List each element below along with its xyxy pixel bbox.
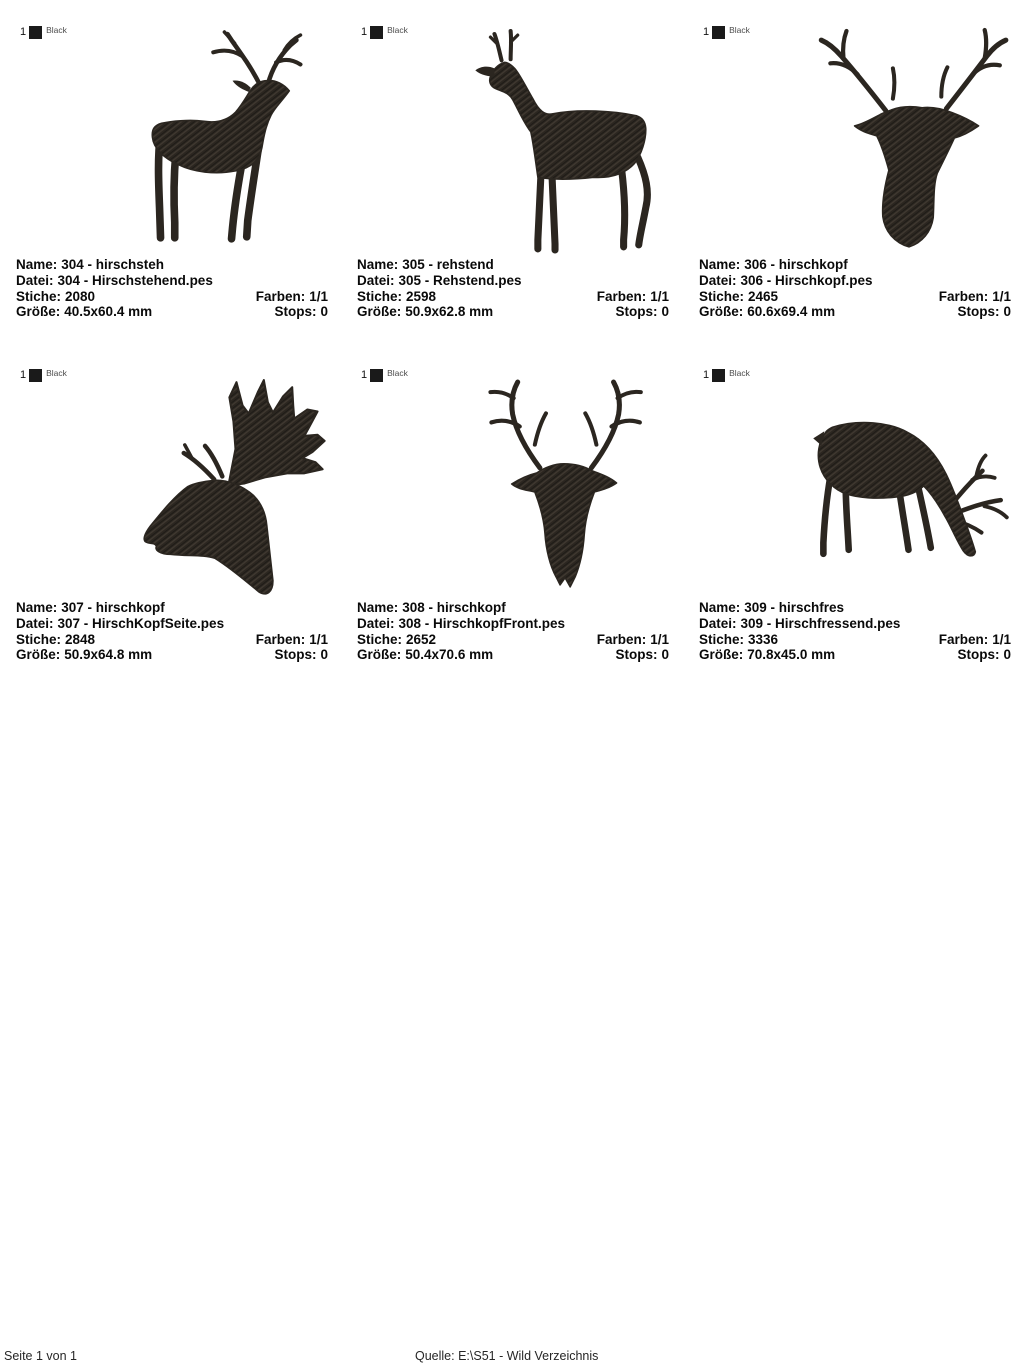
design-card-306 [683, 0, 1024, 343]
design-file: 309 - Hirschfressend.pes [740, 615, 901, 631]
name-label: Name: [16, 257, 58, 272]
thread-color-swatch [712, 369, 725, 382]
size-label: Größe: [699, 647, 744, 663]
design-name: 309 - hirschfres [744, 600, 845, 615]
size-label: Größe: [16, 647, 61, 663]
design-size: 60.6x69.4 mm [747, 304, 836, 320]
thread-color-swatch [370, 26, 383, 39]
colors-label: Farben: [938, 288, 989, 304]
colors-label: Farben: [596, 631, 647, 647]
file-label: Datei: [699, 615, 737, 631]
stops-count: 0 [661, 647, 669, 663]
thread-color-name: Black [46, 368, 67, 378]
color-count: 1/1 [992, 288, 1011, 304]
design-file: 304 - Hirschstehend.pes [57, 272, 213, 288]
thread-color-index: 1 [20, 369, 27, 381]
design-metadata [357, 600, 669, 663]
color-count: 1/1 [650, 631, 669, 647]
color-count: 1/1 [650, 288, 669, 304]
thread-color-swatch [29, 26, 42, 39]
design-name: 304 - hirschsteh [61, 257, 165, 272]
stops-label: Stops: [615, 304, 658, 320]
design-size: 50.9x64.8 mm [64, 647, 153, 663]
stitch-count: 2080 [65, 288, 96, 304]
design-metadata [16, 257, 328, 320]
design-file: 306 - Hirschkopf.pes [740, 272, 873, 288]
stag-head-front-silhouette [446, 376, 658, 596]
thread-color-index: 1 [361, 369, 368, 381]
standing-roe-deer-silhouette [451, 26, 655, 256]
thread-color-name: Black [387, 368, 408, 378]
color-count: 1/1 [309, 631, 328, 647]
size-label: Größe: [699, 304, 744, 320]
design-metadata [16, 600, 328, 663]
thread-color-swatch [712, 26, 725, 39]
colors-label: Farben: [255, 288, 306, 304]
stag-head-silhouette [795, 26, 1017, 256]
stops-label: Stops: [957, 304, 1000, 320]
thread-color-index: 1 [361, 26, 368, 38]
file-label: Datei: [357, 615, 395, 631]
thread-color-index: 1 [703, 369, 710, 381]
design-file: 308 - HirschkopfFront.pes [398, 615, 566, 631]
design-metadata [699, 257, 1011, 320]
page-indicator: Seite 1 von 1 [4, 1349, 77, 1363]
stitches-label: Stiche: [699, 288, 745, 304]
size-label: Größe: [357, 304, 402, 320]
design-card-304 [0, 0, 341, 343]
stops-count: 0 [1003, 304, 1011, 320]
design-size: 70.8x45.0 mm [747, 647, 836, 663]
thread-color-name: Black [729, 25, 750, 35]
design-card-308 [341, 343, 682, 686]
design-name: 305 - rehstend [402, 257, 494, 272]
thread-color-legend [361, 367, 408, 383]
name-label: Name: [699, 257, 741, 272]
design-name: 306 - hirschkopf [744, 257, 848, 272]
colors-label: Farben: [938, 631, 989, 647]
size-label: Größe: [357, 647, 402, 663]
thread-color-swatch [370, 369, 383, 382]
design-card-309 [683, 343, 1024, 686]
design-name: 308 - hirschkopf [402, 600, 506, 615]
stops-count: 0 [320, 647, 328, 663]
design-card-305 [341, 0, 682, 343]
stitch-count: 3336 [748, 631, 779, 647]
stitches-label: Stiche: [357, 631, 403, 647]
design-file: 305 - Rehstend.pes [398, 272, 522, 288]
file-label: Datei: [699, 272, 737, 288]
stitch-count: 2652 [406, 631, 437, 647]
size-label: Größe: [16, 304, 61, 320]
design-size: 50.4x70.6 mm [405, 647, 494, 663]
color-count: 1/1 [992, 631, 1011, 647]
design-size: 50.9x62.8 mm [405, 304, 494, 320]
stitches-label: Stiche: [16, 631, 62, 647]
stitch-count: 2598 [406, 288, 437, 304]
stops-label: Stops: [957, 647, 1000, 663]
stops-label: Stops: [274, 647, 317, 663]
name-label: Name: [357, 257, 399, 272]
fallow-deer-head-side-silhouette [128, 373, 348, 601]
design-card-307 [0, 343, 341, 686]
grazing-stag-silhouette [799, 413, 1019, 565]
name-label: Name: [357, 600, 399, 615]
stitches-label: Stiche: [357, 288, 403, 304]
stops-count: 0 [320, 304, 328, 320]
colors-label: Farben: [596, 288, 647, 304]
file-label: Datei: [16, 615, 54, 631]
design-metadata [357, 257, 669, 320]
stops-label: Stops: [274, 304, 317, 320]
stitches-label: Stiche: [699, 631, 745, 647]
file-label: Datei: [16, 272, 54, 288]
color-count: 1/1 [309, 288, 328, 304]
thread-color-swatch [29, 369, 42, 382]
name-label: Name: [699, 600, 741, 615]
stops-count: 0 [1003, 647, 1011, 663]
thread-color-legend [20, 367, 67, 383]
standing-stag-silhouette [146, 30, 314, 248]
thread-color-name: Black [387, 25, 408, 35]
thread-color-legend [703, 24, 750, 40]
source-path: Quelle: E:\S51 - Wild Verzeichnis [415, 1349, 599, 1363]
thread-color-name: Black [729, 368, 750, 378]
stops-count: 0 [661, 304, 669, 320]
stitches-label: Stiche: [16, 288, 62, 304]
thread-color-index: 1 [703, 26, 710, 38]
design-file: 307 - HirschKopfSeite.pes [57, 615, 225, 631]
file-label: Datei: [357, 272, 395, 288]
thread-color-legend [703, 367, 750, 383]
design-name: 307 - hirschkopf [61, 600, 165, 615]
design-size: 40.5x60.4 mm [64, 304, 153, 320]
thread-color-name: Black [46, 25, 67, 35]
name-label: Name: [16, 600, 58, 615]
colors-label: Farben: [255, 631, 306, 647]
thread-color-index: 1 [20, 26, 27, 38]
design-metadata [699, 600, 1011, 663]
stops-label: Stops: [615, 647, 658, 663]
thread-color-legend [361, 24, 408, 40]
stitch-count: 2848 [65, 631, 96, 647]
stitch-count: 2465 [748, 288, 779, 304]
thread-color-legend [20, 24, 67, 40]
